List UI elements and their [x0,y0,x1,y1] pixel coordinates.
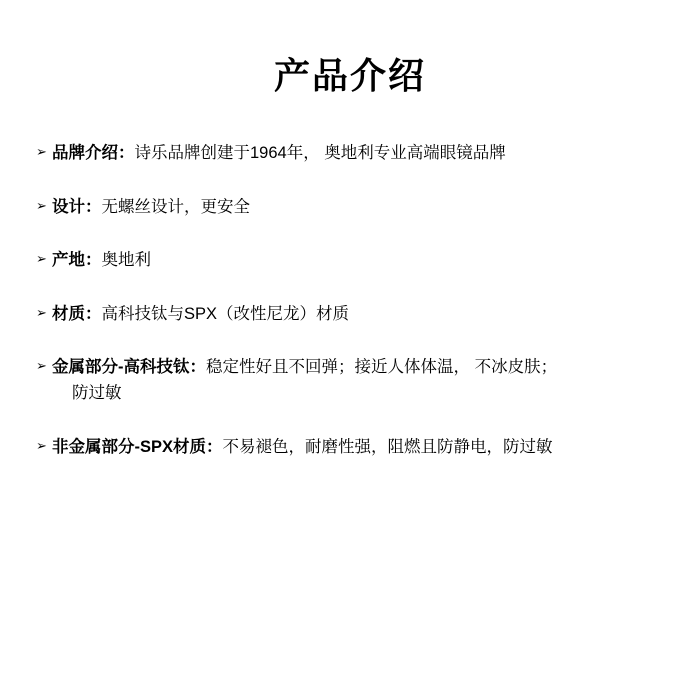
list-item-value: 诗乐品牌创建于1964年， 奥地利专业高端眼镜品牌 [134,144,506,163]
bullet-list [0,141,700,460]
list-item-content [52,302,676,328]
arrow-bullet-icon: ➢ [36,437,47,453]
list-item-value: 奥地利 [101,251,151,270]
list-item-label: 材质： [52,304,102,323]
list-item-content [52,195,676,221]
list-item-value: 稳定性好且不回弹；接近人体体温， 不冰皮肤； [206,358,558,377]
list-item-value: 不易褪色，耐磨性强，阻燃且防静电，防过敏 [222,437,553,456]
list-item [36,435,676,461]
list-item-value: 高科技钛与SPX（改性尼龙）材质 [101,304,350,323]
list-item-value: 无螺丝设计，更安全 [101,197,250,216]
list-item [36,248,676,274]
arrow-bullet-icon: ➢ [36,197,47,213]
list-item [36,302,676,328]
list-item-label: 非金属部分-SPX材质： [52,437,223,456]
list-item-label: 产地： [52,251,102,270]
list-item-content [52,435,676,461]
list-item [36,355,676,406]
list-item-content [52,355,676,406]
list-item-label: 金属部分-高科技钛： [52,358,206,377]
arrow-bullet-icon: ➢ [36,304,47,320]
page-title: 产品介绍 [273,55,426,96]
list-item [36,195,676,221]
list-item-content [52,141,676,167]
list-item-label: 设计： [52,197,102,216]
arrow-bullet-icon: ➢ [36,358,47,374]
list-item-content [52,248,676,274]
list-item [36,141,676,167]
arrow-bullet-icon: ➢ [36,251,47,267]
list-item-label: 品牌介绍： [52,144,135,163]
arrow-bullet-icon: ➢ [36,144,47,160]
list-item-value-continued: 防过敏 [72,384,122,402]
